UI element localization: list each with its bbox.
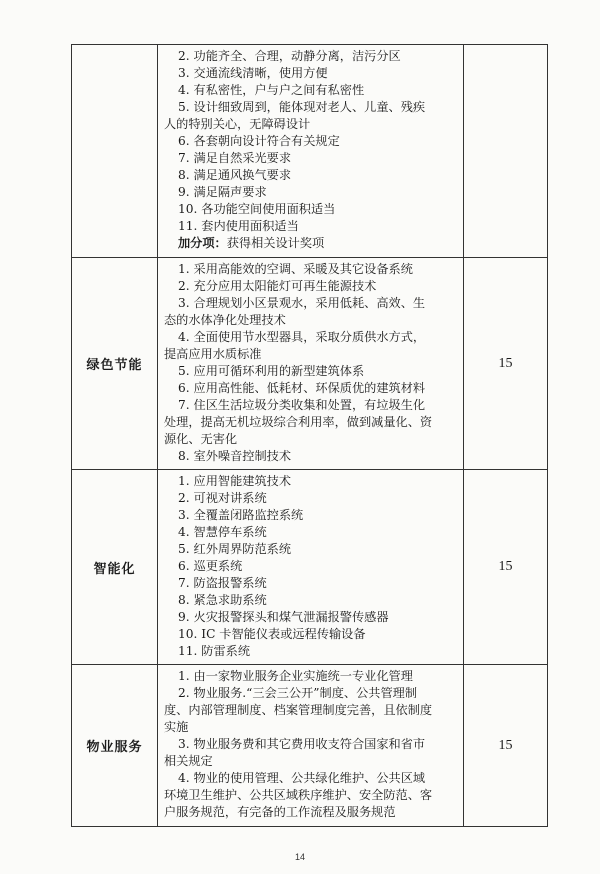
criteria-line: 7. 住区生活垃圾分类收集和处置，有垃圾生化 (178, 398, 426, 412)
criteria-cell (158, 665, 464, 827)
criteria-line: 11. 套内使用面积适当 (178, 219, 299, 233)
bonus-line (164, 235, 457, 252)
table-row (72, 45, 548, 258)
criteria-line: 相关规定 (164, 754, 213, 768)
criteria-line: 7. 满足自然采光要求 (178, 151, 292, 165)
criteria-line: 源化、无害化 (164, 432, 238, 446)
criteria-line: 1. 采用高能效的空调、采暖及其它设备系统 (178, 262, 413, 276)
criteria-line: 2. 可视对讲系统 (178, 491, 267, 505)
criteria-line: 6. 各套朝向设计符合有关规定 (178, 134, 340, 148)
table-row (72, 470, 548, 665)
criteria-line: 5. 红外周界防范系统 (178, 542, 292, 556)
criteria-line: 8. 室外噪音控制技术 (178, 449, 292, 463)
category-cell: 智能化 (72, 470, 158, 665)
criteria-line: 7. 防盗报警系统 (178, 576, 267, 590)
criteria-line: 5. 应用可循环利用的新型建筑体系 (178, 364, 365, 378)
criteria-line: 人的特别关心，无障碍设计 (164, 117, 311, 131)
criteria-line: 5. 设计细致周到，能体现对老人、儿童、残疾 (178, 100, 426, 114)
score-cell: 15 (464, 470, 548, 665)
category-cell (72, 45, 158, 258)
criteria-line: 4. 物业的使用管理、公共绿化维护、公共区域 (178, 771, 426, 785)
bonus-text: 获得相关设计奖项 (226, 236, 325, 250)
score-cell (464, 45, 548, 258)
criteria-line: 10. 各功能空间使用面积适当 (178, 202, 336, 216)
criteria-line: 3. 交通流线清晰，使用方便 (178, 66, 328, 80)
criteria-line: 3. 合理规划小区景观水，采用低耗、高效、生 (178, 296, 426, 310)
criteria-line: 2. 功能齐全、合理，动静分离，洁污分区 (178, 49, 401, 63)
criteria-line: 6. 巡更系统 (178, 559, 243, 573)
criteria-line: 8. 紧急求助系统 (178, 593, 267, 607)
criteria-line: 态的水体净化处理技术 (164, 313, 286, 327)
criteria-line: 2. 充分应用太阳能灯可再生能源技术 (178, 279, 377, 293)
criteria-line: 3. 全覆盖闭路监控系统 (178, 508, 304, 522)
criteria-line: 9. 火灾报警探头和煤气泄漏报警传感器 (178, 610, 389, 624)
criteria-line: 处理，提高无机垃圾综合利用率，做到减量化、资 (164, 415, 433, 429)
criteria-line: 10. IC 卡智能仪表或远程传输设备 (178, 627, 366, 641)
criteria-line: 提高应用水质标准 (164, 347, 262, 361)
criteria-line: 4. 智慧停车系统 (178, 525, 267, 539)
criteria-cell (158, 258, 464, 470)
bonus-label: 加分项： (178, 236, 227, 250)
criteria-line: 户服务规范，有完备的工作流程及服务规范 (164, 805, 396, 819)
criteria-line: 实施 (164, 720, 189, 734)
table-row (72, 665, 548, 827)
score-cell: 15 (464, 258, 548, 470)
criteria-line: 环境卫生维护、公共区域秩序维护、安全防范、客 (164, 788, 433, 802)
criteria-line: 9. 满足隔声要求 (178, 185, 267, 199)
score-cell: 15 (464, 665, 548, 827)
criteria-line: 1. 应用智能建筑技术 (178, 474, 292, 488)
criteria-line: 8. 满足通风换气要求 (178, 168, 292, 182)
criteria-line: 1. 由一家物业服务企业实施统一专业化管理 (178, 669, 413, 683)
table-row (72, 258, 548, 470)
scoring-table (71, 44, 548, 827)
category-cell: 物业服务 (72, 665, 158, 827)
criteria-line: 3. 物业服务费和其它费用收支符合国家和省市 (178, 737, 426, 751)
criteria-line: 4. 全面使用节水型器具，采取分质供水方式， (178, 330, 426, 344)
criteria-cell (158, 45, 464, 258)
criteria-line: 6. 应用高性能、低耗材、环保质优的建筑材料 (178, 381, 426, 395)
criteria-line: 度、内部管理制度、档案管理制度完善，且依制度 (164, 703, 433, 717)
criteria-cell (158, 470, 464, 665)
criteria-line: 4. 有私密性，户与户之间有私密性 (178, 83, 365, 97)
criteria-line: 11. 防雷系统 (178, 644, 251, 658)
category-cell: 绿色节能 (72, 258, 158, 470)
page-number: 14 (294, 852, 305, 862)
criteria-line: 2. 物业服务.“三会三公开”制度、公共管理制 (178, 686, 418, 700)
